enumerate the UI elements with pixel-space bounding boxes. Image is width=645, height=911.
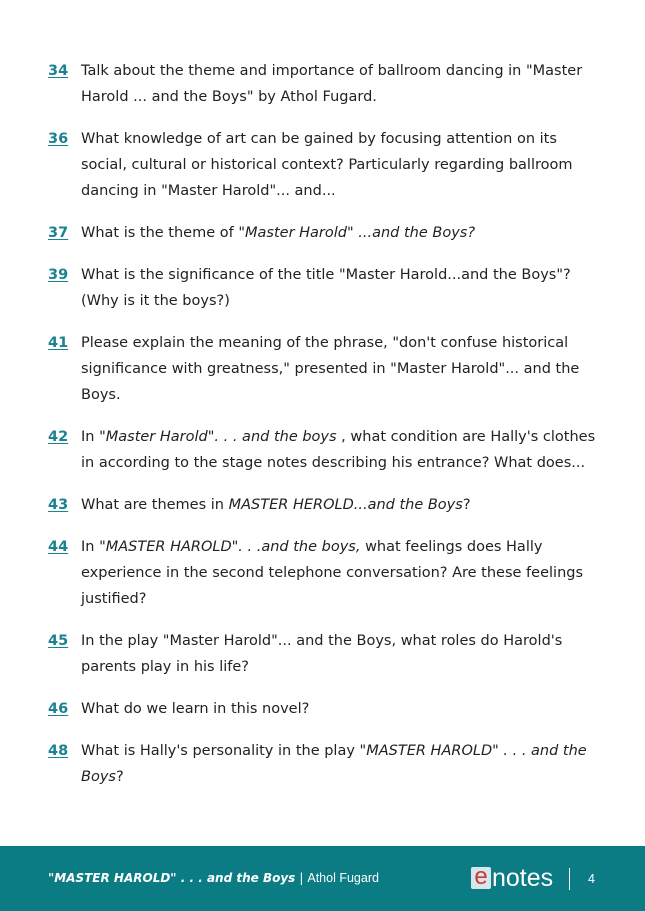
question-item bbox=[48, 262, 608, 314]
question-number-link[interactable]: 41 bbox=[48, 335, 69, 351]
enotes-logo[interactable] bbox=[471, 863, 554, 892]
question-number-link[interactable]: 45 bbox=[48, 633, 69, 649]
question-text-italic: "Master Harold". . . and the boys bbox=[99, 429, 337, 445]
question-text-part: What is the theme of bbox=[81, 225, 239, 241]
question-text-part: what feelings does Hally experience in the second telephone conversation? Are these feelings justified? bbox=[81, 539, 584, 607]
enotes-logo-e-icon: e bbox=[471, 867, 491, 889]
question-text bbox=[81, 262, 601, 314]
footer-title-text: "MASTER HAROLD" . . . and the Boys bbox=[48, 871, 296, 885]
question-text bbox=[81, 220, 601, 246]
question-text bbox=[81, 738, 601, 790]
footer-book-title bbox=[48, 871, 379, 885]
question-text-part: ? bbox=[462, 497, 471, 513]
question-item bbox=[48, 628, 608, 680]
question-text-italic: "MASTER HAROLD" . . . and the Boys bbox=[81, 743, 587, 785]
question-text bbox=[81, 492, 601, 518]
question-item bbox=[48, 330, 608, 408]
question-text bbox=[81, 330, 601, 408]
question-text-part: What are themes in bbox=[81, 497, 229, 513]
question-text-part: ? bbox=[115, 769, 124, 785]
question-text bbox=[81, 628, 601, 680]
page-number: 4 bbox=[588, 872, 595, 886]
question-text-italic: "Master Harold" ...and the Boys? bbox=[238, 225, 476, 241]
footer-bar bbox=[0, 846, 645, 911]
question-item bbox=[48, 534, 608, 612]
question-number-link[interactable]: 46 bbox=[48, 701, 69, 717]
question-item bbox=[48, 492, 608, 518]
question-item bbox=[48, 220, 608, 246]
question-text-part: In bbox=[81, 539, 100, 555]
question-number-link[interactable]: 36 bbox=[48, 131, 69, 147]
question-text bbox=[81, 58, 601, 110]
question-text-part: What knowledge of art can be gained by focusing attention on its social, cultural or historical context? Particularly regarding ballroom dancing in "Master Harold"... and... bbox=[81, 131, 573, 199]
question-text bbox=[81, 696, 601, 722]
question-number-link[interactable]: 42 bbox=[48, 429, 69, 445]
question-item bbox=[48, 738, 608, 790]
question-text-part: , what condition are Hally's clothes in according to the stage notes describing his entrance? What does... bbox=[81, 429, 596, 471]
question-text-italic: MASTER HEROLD...and the Boys bbox=[228, 497, 463, 513]
question-item bbox=[48, 126, 608, 204]
footer-author: Athol Fugard bbox=[307, 871, 379, 885]
question-number-link[interactable]: 44 bbox=[48, 539, 69, 555]
footer-divider bbox=[569, 868, 570, 890]
question-text bbox=[81, 534, 601, 612]
enotes-logo-text: notes bbox=[492, 864, 554, 892]
question-text-part: What is the significance of the title "Master Harold...and the Boys"? (Why is it the boys?) bbox=[81, 267, 571, 309]
question-list bbox=[48, 58, 608, 806]
question-number-link[interactable]: 48 bbox=[48, 743, 69, 759]
question-item bbox=[48, 58, 608, 110]
question-text-part: Talk about the theme and importance of ballroom dancing in "Master Harold ... and the Boys" by Athol Fugard. bbox=[81, 63, 583, 105]
footer-separator: | bbox=[299, 871, 304, 885]
question-text-italic: "MASTER HAROLD". . .and the boys, bbox=[99, 539, 361, 555]
question-number-link[interactable]: 39 bbox=[48, 267, 69, 283]
question-number-link[interactable]: 34 bbox=[48, 63, 69, 79]
question-text-part: What do we learn in this novel? bbox=[81, 701, 310, 717]
question-text bbox=[81, 126, 601, 204]
question-number-link[interactable]: 37 bbox=[48, 225, 69, 241]
question-number-link[interactable]: 43 bbox=[48, 497, 69, 513]
question-text-part: In the play "Master Harold"... and the Boys, what roles do Harold's parents play in his life? bbox=[81, 633, 563, 675]
question-text-part: In bbox=[81, 429, 100, 445]
question-item bbox=[48, 696, 608, 722]
question-text-part: What is Hally's personality in the play bbox=[81, 743, 360, 759]
question-text-part: Please explain the meaning of the phrase, "don't confuse historical significance with greatness," presented in "Master Harold"... and the Boys. bbox=[81, 335, 580, 403]
question-text bbox=[81, 424, 601, 476]
question-item bbox=[48, 424, 608, 476]
